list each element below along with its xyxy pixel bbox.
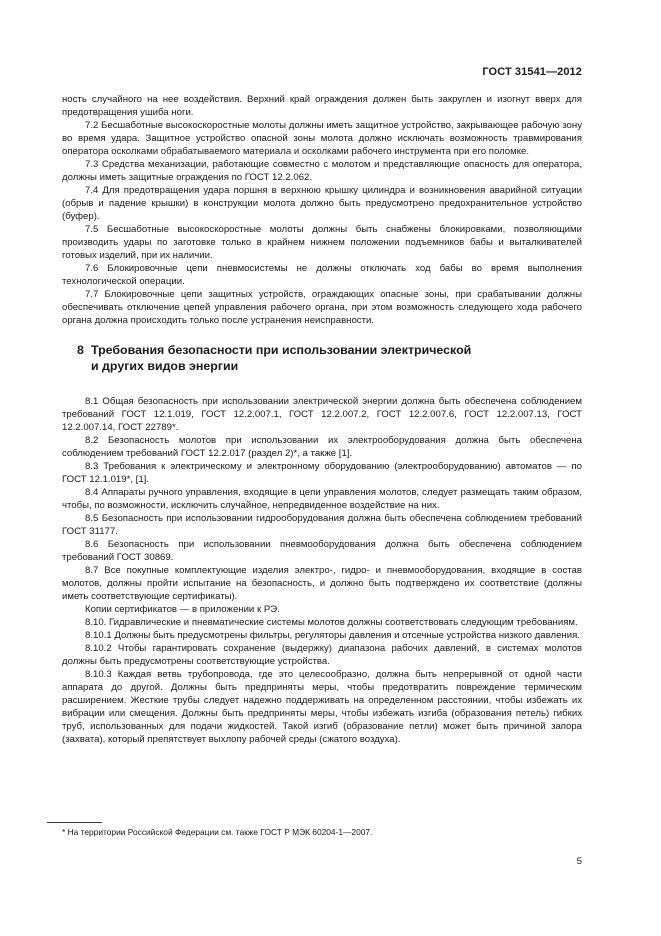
- paragraph: 7.3 Средства механизации, работающие совместно с молотом и представляющие опасность для оператора, должны иметь защитные ограждения по ГОСТ 12.2.062.: [62, 159, 582, 183]
- paragraphs-after-section: [62, 395, 582, 746]
- paragraph: 8.10.3 Каждая ветвь трубопровода, где это целесообразно, должна быть непрерывной от одной части аппарата до другой. Должны быть предприняты меры, чтобы предотвратить повреждение термическим расширением. Жесткие трубы следует надежно поддерживать на определенном расстоянии, чтобы избежать их вибрации или смещения. Должны быть предприняты меры, чтобы избежать изгиба (образования петель) гибких труб, использованных для подачи жидкостей. Такой изгиб (образование петли) может быть причиной запора (захвата), который препятствует выхлопу рабочей среды (сжатого воздуха).: [62, 669, 582, 745]
- paragraph: 7.6 Блокировочные цепи пневмосистемы не должны отключать ход бабы во время выполнения технологической операции.: [62, 263, 582, 287]
- section-number: 8: [77, 343, 84, 357]
- footnote-divider: [47, 822, 102, 823]
- paragraph: 7.2 Бесшаботные высокоскоростные молоты должны иметь защитное устройство, закрывающее рабочую зону во время удара. Защитное устройство опасной зоны молота должно исключать возможность травмирования оператора осколками обрабатываемого материала и осколками рабочего инструмента при его поломке.: [62, 120, 582, 157]
- paragraph: ность случайного на нее воздействия. Верхний край ограждения должен быть закруглен и изогнут вверх для предотвращения ушиба ноги.: [62, 94, 582, 118]
- page-body: [62, 93, 582, 746]
- paragraph: 8.10. Гидравлические и пневматические системы молотов должны соответствовать следующим требованиям.: [85, 617, 578, 628]
- section-heading: [62, 342, 582, 374]
- paragraph: 8.4 Аппараты ручного управления, входящие в цепи управления молотов, следует размещать таким образом, чтобы, по возможности, исключить случайное, непредвиденное воздействие на них.: [62, 487, 582, 511]
- footnote: * На территории Российской Федерации см. также ГОСТ Р МЭК 60204-1—2007.: [62, 827, 373, 837]
- paragraph: 8.10.2 Чтобы гарантировать сохранение (выдержку) диапазона рабочих давлений, в системах молотов должны быть предусмотрены соответствующие устройства.: [62, 643, 582, 667]
- paragraph: Копии сертификатов — в приложении к РЭ.: [85, 604, 280, 615]
- paragraph: 8.3 Требования к электрическому и электронному оборудованию (электрооборудованию) автоматов — по ГОСТ 12.1.019*, [1].: [62, 461, 582, 485]
- paragraphs-before-section: [62, 93, 582, 327]
- paragraph: 8.2 Безопасность молотов при использовании их электрооборудования должна быть обеспечена соблюдением требований ГОСТ 12.2.017 (раздел 2)*, а также [1].: [62, 435, 582, 459]
- paragraph: 8.5 Безопасность при использовании гидрооборудования должна быть обеспечена соблюдением требований ГОСТ 31177.: [62, 513, 582, 537]
- document-code-header: ГОСТ 31541—2012: [482, 66, 582, 78]
- section-title-line-2: и других видов энергии: [91, 359, 239, 373]
- paragraph: 8.1 Общая безопасность при использовании электрической энергии должна быть обеспечена соблюдением требований ГОСТ 12.1.019, ГОСТ 12.2.007.1, ГОСТ 12.2.007.2, ГОСТ 12.2.007.6, ГОСТ 12.2.007.13, ГОСТ 12.2.007.14, ГОСТ 22789*.: [62, 396, 582, 433]
- paragraph: 7.4 Для предотвращения удара поршня в верхнюю крышку цилиндра и возникновения аварийной ситуации (обрыв и падение крышки) в конструкции молота должно быть предусмотрено предохранительное устройство (буфер).: [62, 185, 582, 222]
- paragraph: 7.7 Блокировочные цепи защитных устройств, ограждающих опасные зоны, при срабатывании должны обеспечивать отключение цепей управления рабочего органа, при этом возможность следующего хода рабочего органа должна происходить только после устранения неисправности.: [62, 289, 582, 326]
- paragraph: 7.5 Бесшаботные высокоскоростные молоты должны быть снабжены блокировками, позволяющими производить удары по заготовке только в крайнем нижнем положении подъемников бабы и выталкивателей готовых изделий, при их наличии.: [62, 224, 582, 261]
- paragraph: 8.7 Все покупные комплектующие изделия электро-, гидро- и пневмооборудования, входящие в состав молотов, должны пройти испытание на безопасность, и должно быть подтверждено их соответствие (должны иметь соответствующие сертификаты).: [62, 565, 582, 602]
- section-title-line-1: Требования безопасности при использовании электрической: [91, 343, 472, 357]
- paragraph: 8.10.1 Должны быть предусмотрены фильтры, регуляторы давления и отсечные устройства низкого давления.: [85, 630, 580, 641]
- paragraph: 8.6 Безопасность при использовании пневмооборудования должна быть обеспечена соблюдением требований ГОСТ 30869.: [62, 539, 582, 563]
- page-number: 5: [576, 856, 582, 867]
